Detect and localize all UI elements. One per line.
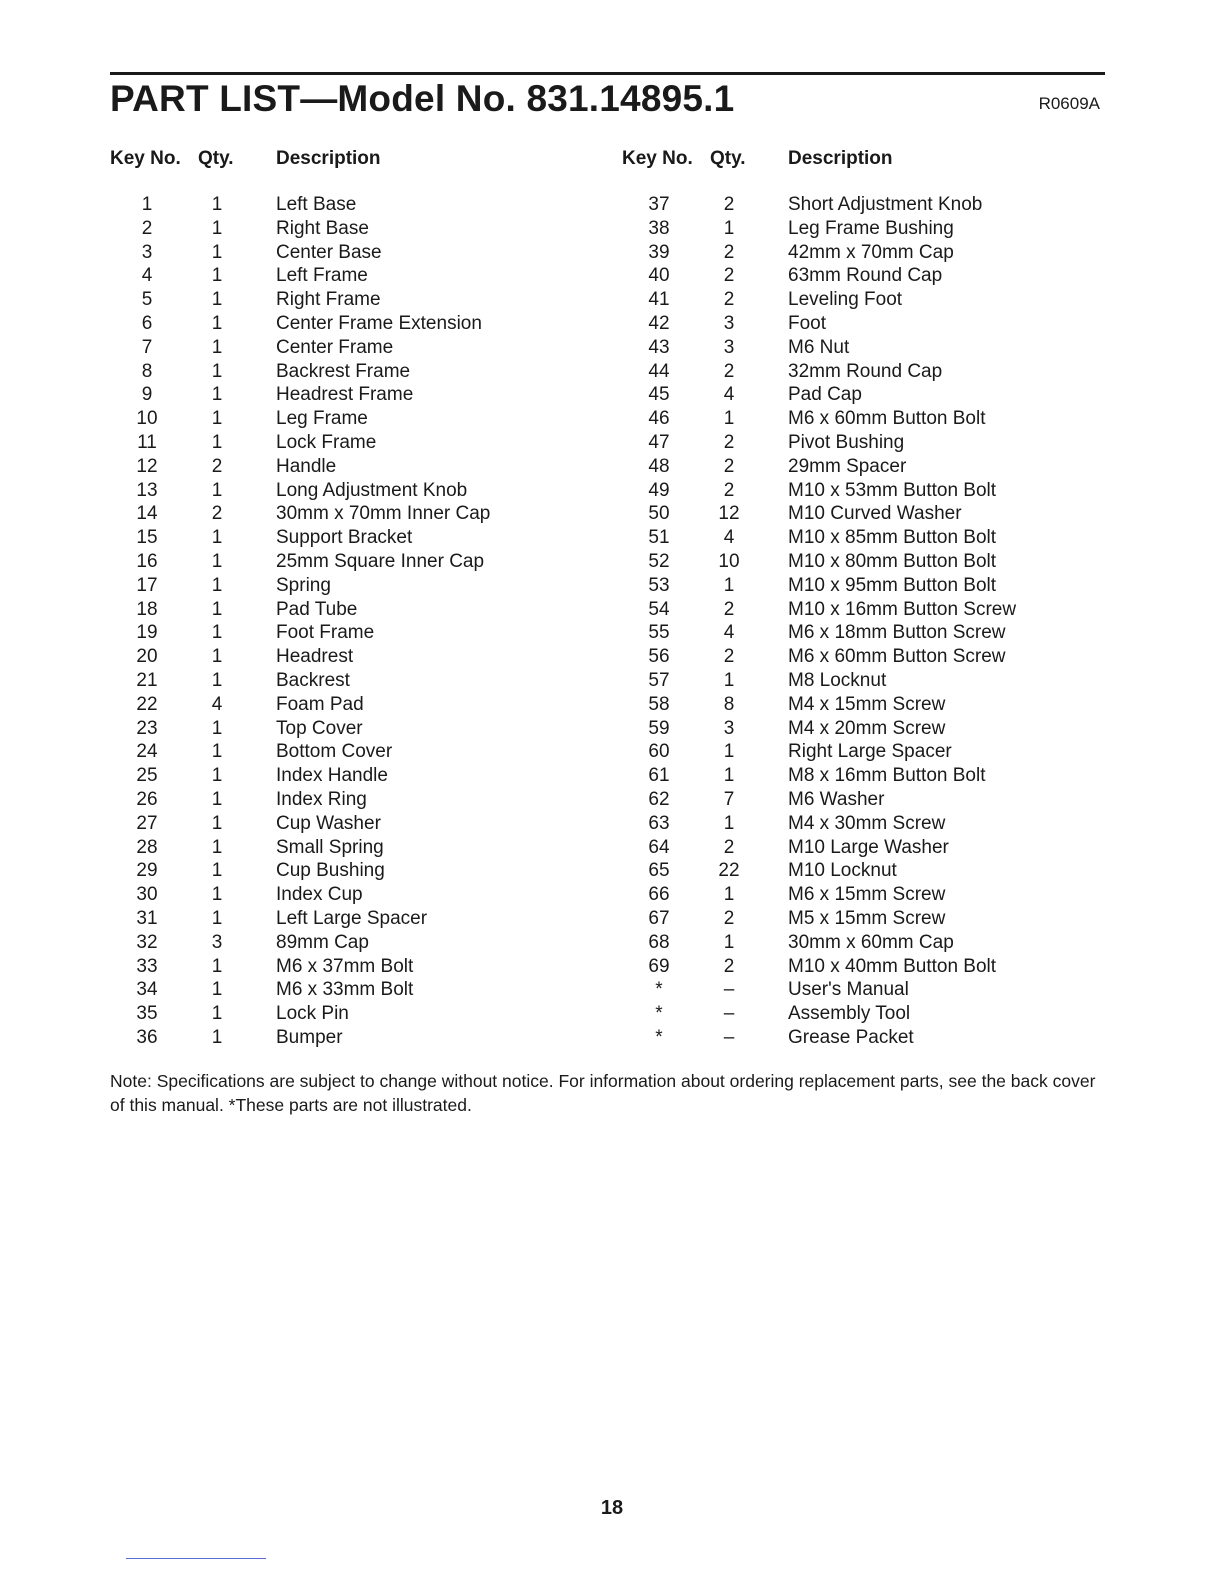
qty-cell: 8 (723, 693, 735, 715)
description-cell: M10 Curved Washer (788, 503, 962, 525)
description-cell: Headrest (276, 646, 354, 668)
description-cell: Center Frame Extension (276, 312, 482, 334)
key-no-cell: 40 (648, 265, 670, 287)
key-no-cell: 62 (648, 788, 670, 810)
qty-cell: 3 (723, 312, 735, 334)
description-cell: Lock Pin (276, 1003, 349, 1025)
key-no-cell: 59 (648, 717, 670, 739)
document-code: R0609A (1038, 94, 1100, 113)
qty-cell: – (723, 1003, 735, 1025)
key-no-cell: 44 (648, 360, 670, 382)
qty-cell: 1 (723, 812, 735, 834)
description-cell: M4 x 15mm Screw (788, 693, 946, 715)
key-no-cell: 38 (648, 217, 670, 239)
description-cell: M10 x 16mm Button Screw (788, 598, 1017, 620)
qty-cell: 1 (211, 550, 223, 572)
key-no-cell: 15 (136, 527, 158, 549)
key-no-cell: 57 (648, 669, 670, 691)
qty-cell: 1 (211, 979, 223, 1001)
description-cell: 29mm Spacer (788, 455, 907, 477)
description-cell: Spring (276, 574, 331, 596)
qty-cell: 4 (723, 622, 735, 644)
qty-cell: 1 (211, 360, 223, 382)
qty-cell: 2 (723, 646, 735, 668)
title-rule (110, 72, 1105, 75)
qty-cell: 2 (211, 503, 223, 525)
description-cell: Right Base (276, 217, 369, 239)
description-cell: Lock Frame (276, 431, 377, 453)
description-cell: M6 x 60mm Button Bolt (788, 408, 986, 430)
qty-cell: 2 (723, 836, 735, 858)
qty-cell: 1 (211, 717, 223, 739)
qty-cell: 1 (211, 217, 223, 239)
description-cell: Backrest (276, 669, 350, 691)
description-cell: 30mm x 60mm Cap (788, 931, 954, 953)
key-no-cell: 69 (648, 955, 670, 977)
key-no-cell: 1 (141, 194, 153, 215)
key-no-cell: 34 (136, 979, 158, 1001)
qty-cell: 22 (718, 860, 740, 882)
key-no-cell: 68 (648, 931, 670, 953)
footer-underline (126, 1558, 266, 1559)
qty-cell: 1 (211, 788, 223, 810)
description-cell: Left Frame (276, 265, 368, 287)
description-header: Description (276, 148, 381, 169)
specifications-note: Note: Specifications are subject to change without notice. For information about ordering replacement parts, see the back cover of this manual. *These parts are not illustrated. (110, 1071, 1096, 1115)
qty-cell: 1 (211, 1026, 223, 1048)
qty-cell: 1 (211, 479, 223, 501)
key-no-cell: 7 (141, 336, 153, 358)
key-no-cell: 21 (136, 669, 158, 691)
description-cell: 42mm x 70mm Cap (788, 241, 954, 263)
qty-cell: 1 (211, 812, 223, 834)
qty-cell: 2 (723, 907, 735, 929)
qty-cell: 2 (723, 289, 735, 311)
qty-cell: 1 (211, 289, 223, 311)
description-cell: M4 x 20mm Screw (788, 717, 946, 739)
qty-cell: 2 (723, 955, 735, 977)
page-title: PART LIST—Model No. 831.14895.1 (110, 78, 735, 119)
key-no-cell: 3 (141, 241, 153, 263)
qty-cell: 1 (723, 931, 735, 953)
key-no-cell: 58 (648, 693, 670, 715)
description-cell: Long Adjustment Knob (276, 479, 468, 501)
key-no-cell: 28 (136, 836, 158, 858)
description-cell: M6 x 60mm Button Screw (788, 646, 1006, 668)
description-cell: 30mm x 70mm Inner Cap (276, 503, 491, 525)
key-no-cell: 35 (136, 1003, 158, 1025)
key-no-cell: 6 (141, 312, 153, 334)
description-header: Description (788, 148, 893, 169)
key-no-cell: 12 (136, 455, 158, 477)
key-no-cell: 65 (648, 860, 670, 882)
description-cell: M10 x 53mm Button Bolt (788, 479, 997, 501)
description-cell: 63mm Round Cap (788, 265, 943, 287)
key-no-cell: 9 (141, 384, 153, 406)
key-no-cell: 14 (136, 503, 158, 525)
key-no-cell: * (655, 1026, 663, 1048)
description-cell: Assembly Tool (788, 1003, 911, 1025)
description-cell: M8 x 16mm Button Bolt (788, 765, 986, 787)
key-no-cell: 5 (141, 289, 153, 311)
description-cell: 89mm Cap (276, 931, 369, 953)
key-no-cell: 18 (136, 598, 158, 620)
description-cell: Index Ring (276, 788, 367, 810)
description-cell: Left Large Spacer (276, 907, 428, 929)
key-no-cell: 13 (136, 479, 158, 501)
qty-cell: 2 (723, 431, 735, 453)
qty-cell: 1 (211, 836, 223, 858)
key-no-cell: 32 (136, 931, 158, 953)
qty-cell: 1 (723, 669, 735, 691)
description-cell: Foam Pad (276, 693, 364, 715)
description-cell: Support Bracket (276, 527, 413, 549)
description-cell: Bottom Cover (276, 741, 393, 763)
description-cell: M8 Locknut (788, 669, 887, 691)
qty-cell: 1 (211, 1003, 223, 1025)
qty-header: Qty. (710, 148, 746, 169)
description-cell: M10 Large Washer (788, 836, 949, 858)
qty-cell: 1 (211, 431, 223, 453)
key-no-cell: 67 (648, 907, 670, 929)
key-no-cell: 31 (136, 907, 158, 929)
qty-cell: 1 (211, 669, 223, 691)
key-no-cell: 47 (648, 431, 670, 453)
qty-cell: 1 (211, 574, 223, 596)
key-no-cell: 49 (648, 479, 670, 501)
qty-cell: 1 (723, 217, 735, 239)
description-cell: Headrest Frame (276, 384, 414, 406)
key-no-cell: 46 (648, 408, 670, 430)
key-no-cell: 8 (141, 360, 153, 382)
qty-cell: 1 (211, 907, 223, 929)
key-no-cell: 4 (141, 265, 153, 287)
qty-cell: 3 (723, 336, 735, 358)
key-no-header: Key No. (110, 148, 181, 169)
description-cell: Cup Bushing (276, 860, 385, 882)
description-cell: M6 x 37mm Bolt (276, 955, 414, 977)
key-no-cell: 53 (648, 574, 670, 596)
qty-cell: 7 (723, 788, 735, 810)
key-no-cell: 54 (648, 598, 670, 620)
description-cell: Cup Washer (276, 812, 381, 834)
description-cell: Short Adjustment Knob (788, 194, 983, 215)
qty-cell: 1 (211, 765, 223, 787)
qty-cell: 1 (211, 646, 223, 668)
key-no-cell: 51 (648, 527, 670, 549)
qty-cell: 2 (723, 598, 735, 620)
qty-cell: 4 (211, 693, 223, 715)
key-no-cell: 10 (136, 408, 158, 430)
description-cell: Leg Frame Bushing (788, 217, 954, 239)
qty-cell: 1 (211, 884, 223, 906)
qty-cell: 1 (211, 194, 223, 215)
key-no-cell: 63 (648, 812, 670, 834)
key-no-cell: 48 (648, 455, 670, 477)
key-no-cell: 52 (648, 550, 670, 572)
key-no-cell: 60 (648, 741, 670, 763)
key-no-cell: 42 (648, 312, 670, 334)
key-no-cell: 19 (136, 622, 158, 644)
description-cell: Right Frame (276, 289, 381, 311)
qty-cell: 1 (211, 741, 223, 763)
description-cell: Foot Frame (276, 622, 375, 644)
qty-cell: 1 (211, 598, 223, 620)
key-no-cell: 33 (136, 955, 158, 977)
page-number: 18 (600, 1497, 624, 1519)
key-no-cell: 37 (648, 194, 670, 215)
qty-header: Qty. (198, 148, 234, 169)
description-cell: M6 Washer (788, 788, 885, 810)
qty-cell: 2 (211, 455, 223, 477)
description-cell: Backrest Frame (276, 360, 411, 382)
description-cell: Pad Cap (788, 384, 862, 406)
description-cell: 25mm Square Inner Cap (276, 550, 485, 572)
qty-cell: 1 (211, 622, 223, 644)
qty-cell: 1 (211, 384, 223, 406)
qty-cell: 4 (723, 527, 735, 549)
qty-cell: 10 (718, 550, 740, 572)
key-no-cell: 56 (648, 646, 670, 668)
qty-cell: 2 (723, 479, 735, 501)
key-no-cell: 39 (648, 241, 670, 263)
description-cell: Pivot Bushing (788, 431, 905, 453)
description-cell: M6 x 15mm Screw (788, 884, 946, 906)
description-cell: M6 Nut (788, 336, 850, 358)
description-cell: M4 x 30mm Screw (788, 812, 946, 834)
key-no-cell: 41 (648, 289, 670, 311)
qty-cell: – (723, 1026, 735, 1048)
key-no-cell: 25 (136, 765, 158, 787)
description-cell: Bumper (276, 1026, 343, 1048)
key-no-cell: 61 (648, 765, 670, 787)
key-no-cell: * (655, 979, 663, 1001)
description-cell: Left Base (276, 194, 357, 215)
description-cell: M10 Locknut (788, 860, 897, 882)
qty-cell: 1 (723, 765, 735, 787)
key-no-cell: 17 (136, 574, 158, 596)
description-cell: Leveling Foot (788, 289, 903, 311)
qty-cell: 1 (211, 312, 223, 334)
description-cell: Center Frame (276, 336, 394, 358)
qty-cell: 4 (723, 384, 735, 406)
qty-cell: 12 (718, 503, 740, 525)
description-cell: User's Manual (788, 979, 909, 1001)
key-no-cell: 45 (648, 384, 670, 406)
description-cell: M10 x 40mm Button Bolt (788, 955, 997, 977)
key-no-cell: 27 (136, 812, 158, 834)
key-no-cell: 26 (136, 788, 158, 810)
description-cell: Leg Frame (276, 408, 368, 430)
description-cell: M10 x 95mm Button Bolt (788, 574, 997, 596)
qty-cell: 1 (211, 336, 223, 358)
qty-cell: 2 (723, 455, 735, 477)
description-cell: Index Cup (276, 884, 363, 906)
description-cell: Top Cover (276, 717, 363, 739)
description-cell: Grease Packet (788, 1026, 914, 1048)
description-cell: M6 x 33mm Bolt (276, 979, 414, 1001)
qty-cell: 1 (723, 408, 735, 430)
key-no-cell: 23 (136, 717, 158, 739)
description-cell: Foot (788, 312, 827, 334)
key-no-cell: 2 (141, 217, 153, 239)
key-no-cell: 64 (648, 836, 670, 858)
qty-cell: 1 (723, 741, 735, 763)
qty-cell: 3 (723, 717, 735, 739)
description-cell: M10 x 80mm Button Bolt (788, 550, 997, 572)
qty-cell: – (723, 979, 735, 1001)
description-cell: M6 x 18mm Button Screw (788, 622, 1006, 644)
key-no-cell: 22 (136, 693, 158, 715)
description-cell: Index Handle (276, 765, 388, 787)
key-no-cell: * (655, 1003, 663, 1025)
qty-cell: 2 (723, 241, 735, 263)
qty-cell: 1 (211, 241, 223, 263)
description-cell: M5 x 15mm Screw (788, 907, 946, 929)
description-cell: Right Large Spacer (788, 741, 952, 763)
qty-cell: 1 (723, 884, 735, 906)
key-no-cell: 16 (136, 550, 158, 572)
key-no-cell: 50 (648, 503, 670, 525)
key-no-cell: 30 (136, 884, 158, 906)
description-cell: Handle (276, 455, 337, 477)
key-no-cell: 36 (136, 1026, 158, 1048)
key-no-cell: 29 (136, 860, 158, 882)
key-no-cell: 20 (136, 646, 158, 668)
key-no-cell: 24 (136, 741, 158, 763)
key-no-cell: 55 (648, 622, 670, 644)
qty-cell: 1 (211, 860, 223, 882)
key-no-cell: 11 (137, 431, 157, 453)
key-no-header: Key No. (622, 148, 693, 169)
qty-cell: 1 (211, 265, 223, 287)
description-cell: Center Base (276, 241, 382, 263)
description-cell: M10 x 85mm Button Bolt (788, 527, 997, 549)
key-no-cell: 66 (648, 884, 670, 906)
qty-cell: 1 (211, 955, 223, 977)
qty-cell: 2 (723, 194, 735, 215)
qty-cell: 2 (723, 265, 735, 287)
qty-cell: 1 (211, 408, 223, 430)
qty-cell: 1 (723, 574, 735, 596)
description-cell: Pad Tube (276, 598, 358, 620)
description-cell: Small Spring (276, 836, 384, 858)
qty-cell: 2 (723, 360, 735, 382)
qty-cell: 1 (211, 527, 223, 549)
qty-cell: 3 (211, 931, 223, 953)
key-no-cell: 43 (648, 336, 670, 358)
description-cell: 32mm Round Cap (788, 360, 943, 382)
